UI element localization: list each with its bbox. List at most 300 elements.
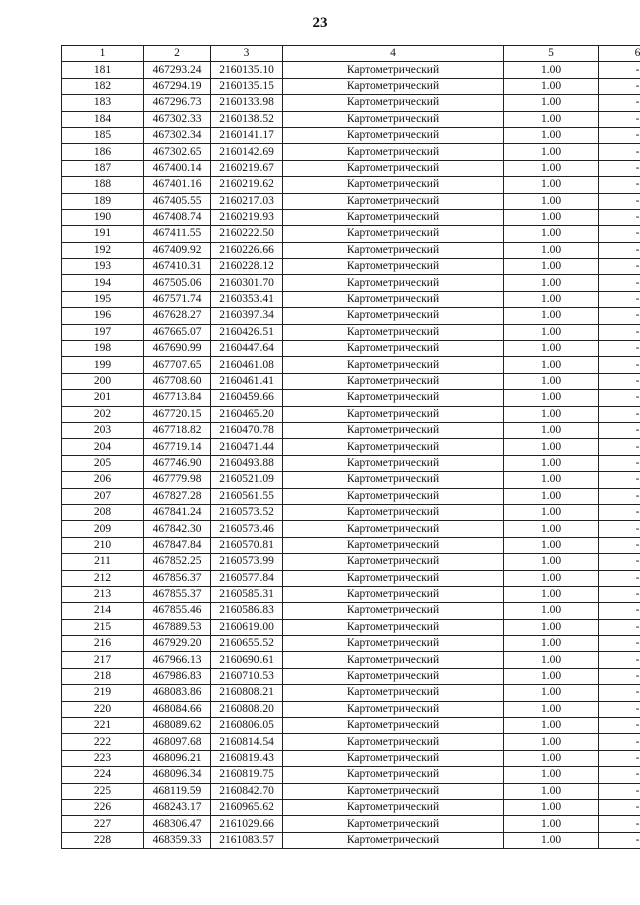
x-coordinate-cell: 468096.34: [144, 767, 211, 783]
accuracy-cell: 1.00: [504, 373, 599, 389]
method-cell: Картометрический: [283, 439, 504, 455]
x-coordinate-cell: 468306.47: [144, 816, 211, 832]
method-cell: Картометрический: [283, 275, 504, 291]
table-row: [62, 570, 640, 586]
table-row: [62, 718, 640, 734]
point-number-cell: 208: [62, 504, 144, 520]
y-coordinate-cell: 2160493.88: [211, 455, 283, 471]
method-cell: Картометрический: [283, 504, 504, 520]
x-coordinate-cell: 467405.55: [144, 193, 211, 209]
y-coordinate-cell: 2160573.46: [211, 521, 283, 537]
x-coordinate-cell: 467966.13: [144, 652, 211, 668]
accuracy-cell: 1.00: [504, 406, 599, 422]
note-cell: -: [599, 439, 640, 455]
x-coordinate-cell: 467628.27: [144, 308, 211, 324]
point-number-cell: 223: [62, 750, 144, 766]
point-number-cell: 212: [62, 570, 144, 586]
note-cell: -: [599, 95, 640, 111]
accuracy-cell: 1.00: [504, 455, 599, 471]
table-row: [62, 685, 640, 701]
method-cell: Картометрический: [283, 652, 504, 668]
accuracy-cell: 1.00: [504, 734, 599, 750]
accuracy-cell: 1.00: [504, 783, 599, 799]
method-cell: Картометрический: [283, 226, 504, 242]
y-coordinate-cell: 2160219.67: [211, 160, 283, 176]
point-number-cell: 186: [62, 144, 144, 160]
table-row: [62, 341, 640, 357]
point-number-cell: 227: [62, 816, 144, 832]
accuracy-cell: 1.00: [504, 439, 599, 455]
x-coordinate-cell: 467929.20: [144, 636, 211, 652]
accuracy-cell: 1.00: [504, 193, 599, 209]
y-coordinate-cell: 2160217.03: [211, 193, 283, 209]
note-cell: -: [599, 816, 640, 832]
x-coordinate-cell: 467294.19: [144, 78, 211, 94]
y-coordinate-cell: 2160842.70: [211, 783, 283, 799]
y-coordinate-cell: 2160561.55: [211, 488, 283, 504]
table-row: [62, 259, 640, 275]
table-row: [62, 636, 640, 652]
point-number-cell: 193: [62, 259, 144, 275]
y-coordinate-cell: 2160135.15: [211, 78, 283, 94]
y-coordinate-cell: 2160806.05: [211, 718, 283, 734]
point-number-cell: 226: [62, 799, 144, 815]
method-cell: Картометрический: [283, 718, 504, 734]
note-cell: -: [599, 62, 640, 78]
x-coordinate-cell: 467986.83: [144, 668, 211, 684]
table-row: [62, 422, 640, 438]
note-cell: -: [599, 619, 640, 635]
header-row: [62, 46, 640, 62]
accuracy-cell: 1.00: [504, 226, 599, 242]
method-cell: Картометрический: [283, 291, 504, 307]
point-number-cell: 196: [62, 308, 144, 324]
accuracy-cell: 1.00: [504, 127, 599, 143]
y-coordinate-cell: 2160459.66: [211, 390, 283, 406]
y-coordinate-cell: 2160573.52: [211, 504, 283, 520]
note-cell: -: [599, 750, 640, 766]
y-coordinate-cell: 2160814.54: [211, 734, 283, 750]
method-cell: Картометрический: [283, 488, 504, 504]
point-number-cell: 202: [62, 406, 144, 422]
x-coordinate-cell: 468083.86: [144, 685, 211, 701]
point-number-cell: 217: [62, 652, 144, 668]
table-row: [62, 78, 640, 94]
point-number-cell: 191: [62, 226, 144, 242]
method-cell: Картометрический: [283, 537, 504, 553]
method-cell: Картометрический: [283, 177, 504, 193]
note-cell: -: [599, 734, 640, 750]
note-cell: -: [599, 275, 640, 291]
accuracy-cell: 1.00: [504, 750, 599, 766]
x-coordinate-cell: 467855.46: [144, 603, 211, 619]
point-number-cell: 228: [62, 832, 144, 848]
accuracy-cell: 1.00: [504, 422, 599, 438]
table-row: [62, 537, 640, 553]
point-number-cell: 222: [62, 734, 144, 750]
x-coordinate-cell: 467852.25: [144, 554, 211, 570]
y-coordinate-cell: 2160222.50: [211, 226, 283, 242]
point-number-cell: 225: [62, 783, 144, 799]
accuracy-cell: 1.00: [504, 718, 599, 734]
y-coordinate-cell: 2160655.52: [211, 636, 283, 652]
method-cell: Картометрический: [283, 160, 504, 176]
point-number-cell: 199: [62, 357, 144, 373]
y-coordinate-cell: 2160447.64: [211, 341, 283, 357]
point-number-cell: 206: [62, 472, 144, 488]
table-row: [62, 701, 640, 717]
point-number-cell: 195: [62, 291, 144, 307]
x-coordinate-cell: 467408.74: [144, 209, 211, 225]
method-cell: Картометрический: [283, 767, 504, 783]
accuracy-cell: 1.00: [504, 603, 599, 619]
accuracy-cell: 1.00: [504, 701, 599, 717]
method-cell: Картометрический: [283, 521, 504, 537]
accuracy-cell: 1.00: [504, 357, 599, 373]
accuracy-cell: 1.00: [504, 636, 599, 652]
x-coordinate-cell: 467505.06: [144, 275, 211, 291]
method-cell: Картометрический: [283, 127, 504, 143]
accuracy-cell: 1.00: [504, 816, 599, 832]
point-number-cell: 209: [62, 521, 144, 537]
y-coordinate-cell: 2160397.34: [211, 308, 283, 324]
table-row: [62, 619, 640, 635]
method-cell: Картометрический: [283, 636, 504, 652]
y-coordinate-cell: 2160219.62: [211, 177, 283, 193]
method-cell: Картометрический: [283, 95, 504, 111]
note-cell: -: [599, 78, 640, 94]
point-number-cell: 219: [62, 685, 144, 701]
note-cell: -: [599, 783, 640, 799]
method-cell: Картометрический: [283, 472, 504, 488]
accuracy-cell: 1.00: [504, 570, 599, 586]
accuracy-cell: 1.00: [504, 160, 599, 176]
x-coordinate-cell: 468096.21: [144, 750, 211, 766]
coordinates-table: [61, 45, 640, 849]
accuracy-cell: 1.00: [504, 586, 599, 602]
table-row: [62, 554, 640, 570]
y-coordinate-cell: 2161029.66: [211, 816, 283, 832]
accuracy-cell: 1.00: [504, 291, 599, 307]
point-number-cell: 216: [62, 636, 144, 652]
x-coordinate-cell: 467707.65: [144, 357, 211, 373]
table-row: [62, 439, 640, 455]
accuracy-cell: 1.00: [504, 554, 599, 570]
y-coordinate-cell: 2160690.61: [211, 652, 283, 668]
method-cell: Картометрический: [283, 259, 504, 275]
note-cell: -: [599, 832, 640, 848]
table-row: [62, 160, 640, 176]
note-cell: -: [599, 144, 640, 160]
table-row: [62, 127, 640, 143]
x-coordinate-cell: 468243.17: [144, 799, 211, 815]
accuracy-cell: 1.00: [504, 504, 599, 520]
accuracy-cell: 1.00: [504, 308, 599, 324]
note-cell: -: [599, 488, 640, 504]
note-cell: -: [599, 308, 640, 324]
x-coordinate-cell: 467401.16: [144, 177, 211, 193]
table-row: [62, 668, 640, 684]
method-cell: Картометрический: [283, 308, 504, 324]
note-cell: -: [599, 799, 640, 815]
accuracy-cell: 1.00: [504, 472, 599, 488]
table-row: [62, 144, 640, 160]
method-cell: Картометрический: [283, 422, 504, 438]
x-coordinate-cell: 467713.84: [144, 390, 211, 406]
x-coordinate-cell: 468084.66: [144, 701, 211, 717]
method-cell: Картометрический: [283, 668, 504, 684]
table-row: [62, 816, 640, 832]
note-cell: -: [599, 373, 640, 389]
table-row: [62, 472, 640, 488]
x-coordinate-cell: 467302.34: [144, 127, 211, 143]
table-row: [62, 652, 640, 668]
column-header: 3: [211, 46, 283, 62]
method-cell: Картометрический: [283, 685, 504, 701]
point-number-cell: 185: [62, 127, 144, 143]
y-coordinate-cell: 2160808.21: [211, 685, 283, 701]
y-coordinate-cell: 2160577.84: [211, 570, 283, 586]
table-row: [62, 455, 640, 471]
method-cell: Картометрический: [283, 406, 504, 422]
table-row: [62, 111, 640, 127]
column-header: 1: [62, 46, 144, 62]
y-coordinate-cell: 2161083.57: [211, 832, 283, 848]
x-coordinate-cell: 467302.33: [144, 111, 211, 127]
note-cell: -: [599, 455, 640, 471]
accuracy-cell: 1.00: [504, 111, 599, 127]
y-coordinate-cell: 2160586.83: [211, 603, 283, 619]
accuracy-cell: 1.00: [504, 341, 599, 357]
accuracy-cell: 1.00: [504, 324, 599, 340]
page-number: 23: [312, 15, 328, 31]
accuracy-cell: 1.00: [504, 62, 599, 78]
y-coordinate-cell: 2160426.51: [211, 324, 283, 340]
accuracy-cell: 1.00: [504, 767, 599, 783]
y-coordinate-cell: 2160461.08: [211, 357, 283, 373]
table-row: [62, 209, 640, 225]
note-cell: -: [599, 406, 640, 422]
point-number-cell: 197: [62, 324, 144, 340]
point-number-cell: 210: [62, 537, 144, 553]
table-row: [62, 308, 640, 324]
note-cell: -: [599, 242, 640, 258]
x-coordinate-cell: 467718.82: [144, 422, 211, 438]
method-cell: Картометрический: [283, 832, 504, 848]
note-cell: -: [599, 504, 640, 520]
x-coordinate-cell: 467779.98: [144, 472, 211, 488]
table-body: [62, 62, 640, 849]
y-coordinate-cell: 2160141.17: [211, 127, 283, 143]
x-coordinate-cell: 468359.33: [144, 832, 211, 848]
point-number-cell: 194: [62, 275, 144, 291]
point-number-cell: 189: [62, 193, 144, 209]
x-coordinate-cell: 467411.55: [144, 226, 211, 242]
y-coordinate-cell: 2160301.70: [211, 275, 283, 291]
note-cell: -: [599, 570, 640, 586]
note-cell: -: [599, 472, 640, 488]
table-row: [62, 226, 640, 242]
column-header: 2: [144, 46, 211, 62]
accuracy-cell: 1.00: [504, 144, 599, 160]
method-cell: Картометрический: [283, 783, 504, 799]
y-coordinate-cell: 2160138.52: [211, 111, 283, 127]
x-coordinate-cell: 467842.30: [144, 521, 211, 537]
table-row: [62, 291, 640, 307]
point-number-cell: 188: [62, 177, 144, 193]
column-header: 5: [504, 46, 599, 62]
point-number-cell: 192: [62, 242, 144, 258]
y-coordinate-cell: 2160226.66: [211, 242, 283, 258]
method-cell: Картометрический: [283, 144, 504, 160]
y-coordinate-cell: 2160135.10: [211, 62, 283, 78]
x-coordinate-cell: 467665.07: [144, 324, 211, 340]
note-cell: -: [599, 324, 640, 340]
note-cell: -: [599, 652, 640, 668]
accuracy-cell: 1.00: [504, 832, 599, 848]
x-coordinate-cell: 467690.99: [144, 341, 211, 357]
point-number-cell: 205: [62, 455, 144, 471]
x-coordinate-cell: 467302.65: [144, 144, 211, 160]
table-row: [62, 390, 640, 406]
table-row: [62, 324, 640, 340]
note-cell: -: [599, 226, 640, 242]
y-coordinate-cell: 2160585.31: [211, 586, 283, 602]
y-coordinate-cell: 2160710.53: [211, 668, 283, 684]
accuracy-cell: 1.00: [504, 95, 599, 111]
y-coordinate-cell: 2160471.44: [211, 439, 283, 455]
y-coordinate-cell: 2160808.20: [211, 701, 283, 717]
y-coordinate-cell: 2160470.78: [211, 422, 283, 438]
method-cell: Картометрический: [283, 193, 504, 209]
x-coordinate-cell: 467720.15: [144, 406, 211, 422]
point-number-cell: 224: [62, 767, 144, 783]
y-coordinate-cell: 2160819.43: [211, 750, 283, 766]
table-row: [62, 767, 640, 783]
y-coordinate-cell: 2160965.62: [211, 799, 283, 815]
point-number-cell: 221: [62, 718, 144, 734]
x-coordinate-cell: 467841.24: [144, 504, 211, 520]
method-cell: Картометрический: [283, 554, 504, 570]
table-row: [62, 373, 640, 389]
y-coordinate-cell: 2160353.41: [211, 291, 283, 307]
method-cell: Картометрический: [283, 570, 504, 586]
method-cell: Картометрический: [283, 324, 504, 340]
point-number-cell: 181: [62, 62, 144, 78]
method-cell: Картометрический: [283, 341, 504, 357]
accuracy-cell: 1.00: [504, 619, 599, 635]
y-coordinate-cell: 2160521.09: [211, 472, 283, 488]
column-header: 6: [599, 46, 640, 62]
method-cell: Картометрический: [283, 357, 504, 373]
table-row: [62, 832, 640, 848]
accuracy-cell: 1.00: [504, 390, 599, 406]
accuracy-cell: 1.00: [504, 177, 599, 193]
table-row: [62, 275, 640, 291]
y-coordinate-cell: 2160142.69: [211, 144, 283, 160]
point-number-cell: 207: [62, 488, 144, 504]
table-row: [62, 488, 640, 504]
point-number-cell: 190: [62, 209, 144, 225]
note-cell: -: [599, 603, 640, 619]
y-coordinate-cell: 2160573.99: [211, 554, 283, 570]
point-number-cell: 220: [62, 701, 144, 717]
point-number-cell: 215: [62, 619, 144, 635]
point-number-cell: 182: [62, 78, 144, 94]
method-cell: Картометрический: [283, 799, 504, 815]
note-cell: -: [599, 127, 640, 143]
accuracy-cell: 1.00: [504, 521, 599, 537]
method-cell: Картометрический: [283, 455, 504, 471]
x-coordinate-cell: 468119.59: [144, 783, 211, 799]
note-cell: -: [599, 160, 640, 176]
note-cell: -: [599, 357, 640, 373]
x-coordinate-cell: 467400.14: [144, 160, 211, 176]
note-cell: -: [599, 685, 640, 701]
point-number-cell: 204: [62, 439, 144, 455]
point-number-cell: 198: [62, 341, 144, 357]
note-cell: -: [599, 718, 640, 734]
x-coordinate-cell: 468089.62: [144, 718, 211, 734]
method-cell: Картометрический: [283, 603, 504, 619]
table-row: [62, 734, 640, 750]
x-coordinate-cell: 467293.24: [144, 62, 211, 78]
method-cell: Картометрический: [283, 701, 504, 717]
note-cell: -: [599, 259, 640, 275]
accuracy-cell: 1.00: [504, 685, 599, 701]
accuracy-cell: 1.00: [504, 209, 599, 225]
table-row: [62, 95, 640, 111]
table-row: [62, 193, 640, 209]
point-number-cell: 214: [62, 603, 144, 619]
y-coordinate-cell: 2160619.00: [211, 619, 283, 635]
table-row: [62, 783, 640, 799]
point-number-cell: 200: [62, 373, 144, 389]
x-coordinate-cell: 467856.37: [144, 570, 211, 586]
table-row: [62, 603, 640, 619]
note-cell: -: [599, 521, 640, 537]
y-coordinate-cell: 2160228.12: [211, 259, 283, 275]
table-row: [62, 504, 640, 520]
point-number-cell: 203: [62, 422, 144, 438]
note-cell: -: [599, 554, 640, 570]
method-cell: Картометрический: [283, 209, 504, 225]
note-cell: -: [599, 767, 640, 783]
x-coordinate-cell: 467708.60: [144, 373, 211, 389]
y-coordinate-cell: 2160465.20: [211, 406, 283, 422]
accuracy-cell: 1.00: [504, 668, 599, 684]
x-coordinate-cell: 468097.68: [144, 734, 211, 750]
note-cell: -: [599, 291, 640, 307]
table-row: [62, 586, 640, 602]
accuracy-cell: 1.00: [504, 259, 599, 275]
note-cell: -: [599, 177, 640, 193]
note-cell: -: [599, 111, 640, 127]
point-number-cell: 184: [62, 111, 144, 127]
point-number-cell: 218: [62, 668, 144, 684]
note-cell: -: [599, 537, 640, 553]
table-row: [62, 521, 640, 537]
method-cell: Картометрический: [283, 111, 504, 127]
y-coordinate-cell: 2160461.41: [211, 373, 283, 389]
point-number-cell: 187: [62, 160, 144, 176]
method-cell: Картометрический: [283, 619, 504, 635]
note-cell: -: [599, 422, 640, 438]
column-header: 4: [283, 46, 504, 62]
point-number-cell: 183: [62, 95, 144, 111]
method-cell: Картометрический: [283, 816, 504, 832]
table-row: [62, 62, 640, 78]
